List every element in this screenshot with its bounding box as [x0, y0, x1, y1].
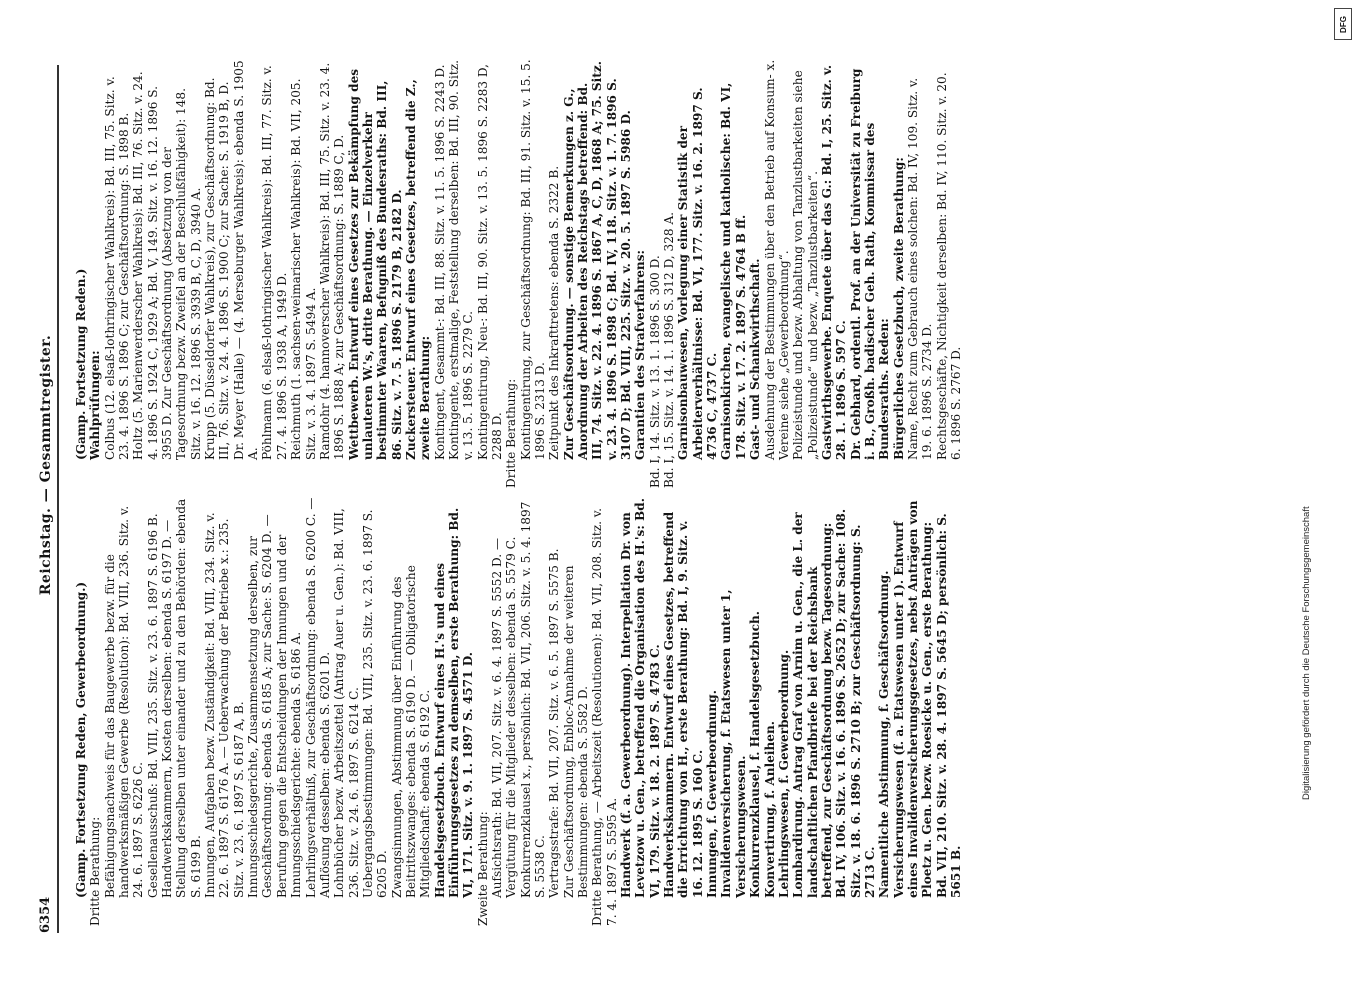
index-entry: Versicherungswesen (f. a. Etatswesen unter 1). Entwurf eines Invalidenversicherungsgesetzes, nebst Anträgen von Ploetz u. Gen. bezw. Roesicke u. Gen., erste Berathung: Bd. VII, 210. Sitz. v. 28. 4. 1897 S. 5645 D; persönlich: S. 5651 B.: [891, 500, 963, 898]
index-entry: Dr. Gebhard, ordentl. Prof. an der Universität zu Freiburg i. B., Großh. badischer Geh. Rath, Kommissar des Bundesraths. Reden:: [848, 68, 892, 460]
index-entry: Kontingentirung, Neu-: Bd. III, 90. Sitz. v. 13. 5. 1896 S. 2283 D, 2288 D.: [475, 64, 504, 460]
index-entry: Handwerk (f. a. Gewerbeordnung). Interpellation Dr. von Levetzow u. Gen., betreffend die Organisation des H.'s: Bd. VI, 179. Sitz. v. 18. 2. 1897 S. 4783 C.: [619, 498, 662, 898]
index-entry: Lombardirung. Antrag Graf von Arnim u. Gen., die L. der landschaftlichen Pfandbriefe bei der Reichsbank betreffend, zur Geschäftsordnung bezw. Tagesordnung: Bd. IV, 106. Sitz. v. 16. 6. 1896 S. 2652 D; zur Sache: 108. Sitz. v. 18. 6. 1896 S. 2710 B; zur Geschäftsordnung: S. 2713 C.: [791, 508, 877, 898]
index-entry: Zweite Berathung:: [475, 811, 490, 926]
index-entry: Wahlprüfungen:: [88, 350, 103, 460]
index-entry: Innungsschiedsgerichte, Zusammensetzung derselben, zur Geschäftsordnung: ebenda S. 6185 A; zur Sache: S. 6204 D. — Berufung gegen die Entscheidungen der Innungen und der Innungsschiedsgerichte: ebenda S. 6186 A.: [246, 514, 304, 898]
index-entry: Colbus (12. elsaß-lothringischer Wahlkreis): Bd. III, 75. Sitz. v. 23. 4. 1896 S. 1896 C; zur Geschäftsordnung: S. 1898 B.: [102, 76, 132, 460]
index-entry: Rechtsgeschäfte, Nichtigkeit derselben: Bd. IV, 110. Sitz. v. 20. 6. 1896 S. 2767 D.: [934, 72, 963, 460]
index-entry: Kontingente, erstmalige, Feststellung derselben: Bd. III, 90. Sitz. v. 13. 5. 1896 S. 2279 C.: [446, 60, 476, 460]
index-entry: Lehrlingswesen, f. Gewerbeordnung.: [776, 649, 791, 898]
index-entry: Befähigungsnachweis für das Baugewerbe bezw. für die handwerksmäßigen Gewerbe (Resolution): Bd. VIII, 236. Sitz. v. 24. 6. 1897 S. 6226 C.: [102, 505, 146, 898]
index-entry: Innungen, f. Gewerbeordnung.: [705, 690, 720, 898]
index-entry: Wettbewerb. Entwurf eines Gesetzes zur Bekämpfung des unlauteren W.'s, dritte Berathung. — Einzelverkehr bestimmter Waaren, Befugniß des Bundesraths: Bd. III, 86. Sitz. v. 7. 5. 1896 S. 2179 B, 2182 D.: [346, 68, 404, 460]
index-entry: Holtz (5. Marienwerderscher Wahlkreis): Bd. III, 76. Sitz. v. 24. 4. 1896 S. 1924 C, 1929 A; Bd. V, 149. Sitz. v. 16. 12. 1896 S. 3955 D. Zur Geschäftsordnung (Absetzung von der Tagesordnung bezw. Zweifel an der Beschlußfähigkeit): 148. Sitz. v. 16. 12. 1896 S. 3939 B, C, D, 3940 A.: [131, 71, 203, 460]
index-entry: (Gamp. Fortsetzung Reden.): [74, 268, 88, 460]
index-entry: Dritte Berathung, — Arbeitszeit (Resolutionen): Bd. VII, 208. Sitz. v. 7. 4. 1897 S. 5595 A.: [590, 507, 619, 926]
index-entry: Ramdohr (4. hannoverscher Wahlkreis): Bd. III, 75. Sitz. v. 23. 4. 1896 S. 1888 A; zur Geschäftsordnung: S. 1889 C, D.: [317, 62, 347, 460]
index-entry: Zeitpunkt des Inkrafttretens: ebenda S. 2322 B.: [547, 165, 562, 460]
index-entry: Zur Geschäftsordnung, Enbloc-Annahme der weiteren Bestimmungen: ebenda S. 5582 D.: [561, 565, 591, 898]
dfg-logo-text: DFG: [1338, 15, 1348, 33]
index-entry: Dritte Berathung:: [88, 816, 103, 926]
index-entry: Handelsgesetzbuch. Entwurf eines H.'s und eines Einführungsgesetzes zu demselben, erste Berathung: Bd. VI, 171. Sitz. v. 9. 1. 1897 S. 4571 D.: [432, 507, 476, 898]
index-entry: Krupp (5. Düsseldorfer Wahlkreis), zur Geschäftsordnung: Bd. III, 76. Sitz. v. 24. 4. 1896 S. 1900 C; zur Sache: S. 1919 B, D.: [203, 77, 232, 460]
index-entry: Zwangsinnungen, Abstimmung über Einführung des Beitrittszwanges: ebenda S. 6190 D. — Obligatorische Mitgliedschaft: ebenda S. 6192 C.: [389, 565, 433, 898]
index-entry: Namentliche Abstimmung, f. Geschäftsordnung.: [877, 570, 892, 898]
index-entry: Reichmuth (1. sachsen-weimarischer Wahlkreis): Bd. VII, 205. Sitz. v. 3. 4. 1897 S. 5494 A.: [289, 78, 318, 460]
index-entry: Gast- und Schankwirthschaft.: [748, 258, 763, 460]
index-entry: Lohnbücher bezw. Arbeitszettel (Antrag Auer u. Gen.): Bd. VIII, 236. Sitz. v. 24. 6. 1897 S. 6214 C.: [332, 508, 361, 898]
index-entry: Konkurrenzklausel, f. Handelsgesetzbuch.: [748, 610, 763, 898]
index-entry: Polizeistunde und bezw. Abhaltung von Tanzlustbarkeiten siehe „Polizeistunde“ und bezw. „Tanzlustbarkeiten“.: [791, 70, 820, 460]
page-number: 6354: [38, 896, 53, 933]
running-header: Reichstag. — Gesammtregister.: [38, 334, 54, 596]
index-entry: Garnisonkirchen, evangelische und katholische: Bd. VI, 178. Sitz. v. 17. 2. 1897 S. 4764 B ff.: [719, 82, 748, 460]
index-entry: Garnisonbauwesen, Vorlegung einer Statistik der Arbeiterverhältnisse: Bd. VI, 177. Sitz. v. 16. 2. 1897 S. 4736 C, 4737 C.: [676, 87, 720, 460]
index-entry: Name, Recht zum Gebrauch eines solchen: Bd. IV, 109. Sitz. v. 19. 6. 1896 S. 2734 D.: [905, 77, 935, 460]
index-entry: Pöhlmann (6. elsaß-lothringischer Wahlkreis): Bd. III, 77. Sitz. v. 27. 4. 1896 S. 1938 A, 1949 D.: [260, 65, 289, 460]
index-entry: Uebergangsbestimmungen: Bd. VIII, 235. Sitz. v. 23. 6. 1897 S. 6205 D.: [360, 509, 390, 898]
left-column: [74, 496, 963, 926]
index-entry: Ausdehnung der Bestimmungen über den Betrieb auf Konsum- x. Vereine siehe „Gewerbeordnung“.: [762, 59, 791, 460]
index-entry: Dritte Berathung:: [504, 378, 519, 488]
margin-note: [1301, 240, 1321, 800]
index-entry: Gesellenausschuß: Bd. VIII, 235. Sitz. v. 23. 6. 1897 S. 6196 B.: [145, 513, 160, 898]
index-entry: Lehrlingsverhältniß, zur Geschäftsordnung: ebenda S. 6200 C. — Auflösung desselben: ebenda S. 6201 D.: [303, 497, 332, 898]
index-entry: Vertragsstrafe: Bd. VII, 207. Sitz. v. 6. 5. 1897 S. 5575 B.: [547, 548, 562, 898]
index-entry: Bd. I, 14. Sitz. v. 13. 1. 1896 S. 300 D.: [647, 255, 662, 488]
header-rule: [57, 65, 59, 933]
index-entry: Kontingentirung, zur Geschäftsordnung: Bd. III, 91. Sitz. v. 15. 5. 1896 S. 2313 D.: [518, 59, 547, 460]
index-entry: Zur Geschäftsordnung. — sonstige Bemerkungen z. G., Anordnung der Arbeiten des Reichstags betreffend: Bd. III, 74. Sitz. v. 22. 4. 1896 S. 1867 A, C, D, 1868 A; 75. Sitz. v. 23. 4. 1896 S. 1898 C; Bd. IV, 118. Sitz. v. 1. 7. 1896 S. 3107 D; Bd. VIII, 225. Sitz. v. 20. 5. 1897 S. 5986 D.: [561, 61, 634, 460]
index-entry: Konvertirung, f. Anleihen.: [762, 721, 777, 898]
index-entry: Kontingent, Gesammt-: Bd. III, 88. Sitz. v. 11. 5. 1896 S. 2243 D.: [432, 64, 447, 460]
dfg-logo: [1334, 8, 1352, 40]
index-entry: (Gamp. Fortsetzung Reden, Gewerbeordnung.): [74, 581, 88, 898]
index-entry: Handwerkskammern, Kosten derselben: ebenda S. 6197 D. — Stellung derselben unter einander und zu den Behörden: ebenda S. 6199 B.: [160, 498, 203, 898]
index-entry: Handwerkskammern. Entwurf eines Gesetzes, betreffend die Errichtung von H., erste Berathung: Bd. I, 9. Sitz. v. 16. 12. 1895 S. 160 C.: [662, 511, 705, 898]
index-entry: Konkurrenzklausel x., persönlich: Bd. VII, 206. Sitz. v. 5. 4. 1897 S. 5538 C.: [518, 501, 547, 898]
index-entry: Gastwirthsgewerbe. Enquete über das G.: Bd. I, 25. Sitz. v. 28. 1. 1896 S. 597 C.: [819, 64, 849, 460]
index-entry: Aufsichtsrath: Bd. VII, 207. Sitz. v. 6. 4. 1897 S. 5552 D. — Vergütung für die Mitglieder desselben: ebenda S. 5579 C.: [489, 536, 519, 898]
index-entry: Garantien des Strafverfahrens:: [633, 250, 648, 460]
index-entry: Innungen, Aufgaben bezw. Zuständigkeit: Bd. VIII, 234. Sitz. v. 22. 6. 1897 S. 6176 A. — Ueberwachung der Betriebe x.: 235. Sitz. v. 23. 6. 1897 S. 6187 A, B.: [203, 512, 246, 898]
margin-note-text: Digitalisierung gefördert durch die Deutsche Forschungsgemeinschaft: [1301, 506, 1312, 800]
right-column: [74, 58, 963, 488]
index-entry: Bd. I, 15. Sitz. v. 14. 1. 1896 S. 312 D, 328 A.: [662, 211, 677, 488]
index-entry: Dr. Meyer (Halle) — (4. Merseburger Wahlkreis): ebenda S. 1905 A.: [231, 60, 261, 460]
index-entry: Bürgerliches Gesetzbuch, zweite Berathung:: [891, 157, 906, 460]
index-entry: Zuckersteuer. Entwurf eines Gesetzes, betreffend die Z., zweite Berathung:: [403, 79, 433, 460]
index-entry: Invalidenversicherung, f. Etatswesen unter 1, Versicherungswesen.: [719, 589, 748, 898]
